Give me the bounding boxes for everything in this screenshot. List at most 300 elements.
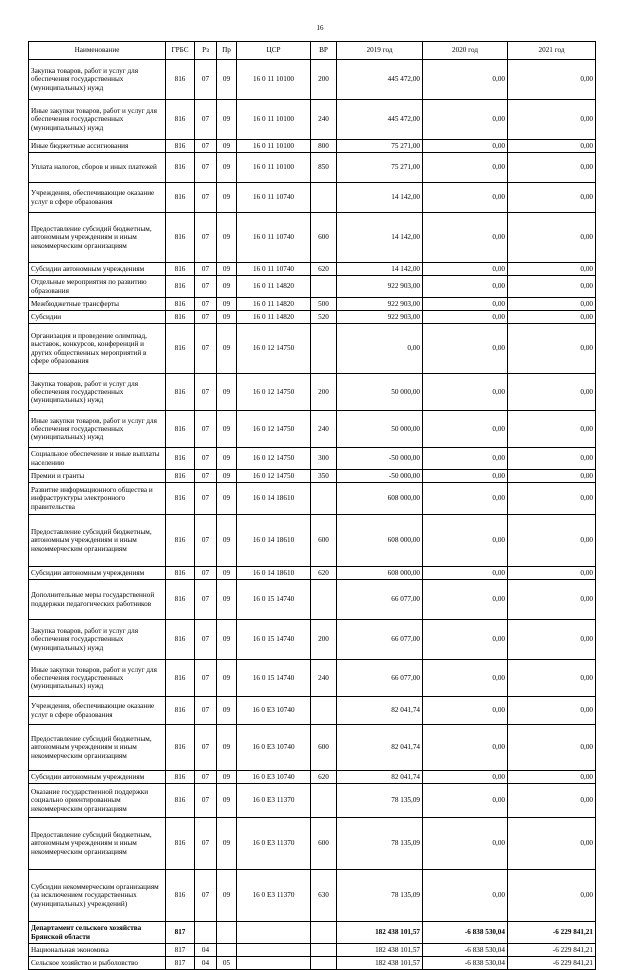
row-rz-cell [195,922,217,944]
table-row [29,818,596,870]
row-2020-cell: 0,00 [423,515,508,567]
header-vr: ВР [311,42,337,60]
row-csr-cell: 16 0 11 14820 [237,276,311,298]
row-vr-cell: 500 [311,298,337,311]
row-2020-cell: 0,00 [423,213,508,263]
row-name-cell: Отдельные мероприятия по развитию образования [29,276,166,298]
row-rz-cell: 04 [195,957,217,970]
row-name-cell: Иные бюджетные ассигнования [29,140,166,153]
row-grbs-cell: 816 [166,580,195,620]
row-pr-cell: 09 [217,784,237,818]
row-pr-cell: 09 [217,213,237,263]
row-pr-cell: 09 [217,374,237,411]
row-2021-cell: 0,00 [508,183,596,213]
row-pr-cell: 09 [217,515,237,567]
row-pr-cell: 09 [217,298,237,311]
table-row [29,470,596,483]
row-csr-cell: 16 0 11 10100 [237,140,311,153]
row-2021-cell: 0,00 [508,515,596,567]
row-2020-cell: 0,00 [423,411,508,448]
row-name-cell: Иные закупки товаров, работ и услуг для обеспечения государственных (муниципальных) нужд [29,100,166,140]
row-csr-cell: 16 0 12 14750 [237,470,311,483]
row-2020-cell: -6 838 530,04 [423,957,508,970]
row-2019-cell: 922 903,00 [337,311,423,324]
row-2021-cell: 0,00 [508,483,596,515]
row-vr-cell [311,784,337,818]
table-row [29,324,596,374]
row-name-cell: Субсидии автономным учреждениям [29,567,166,580]
table-row [29,784,596,818]
row-grbs-cell: 816 [166,100,195,140]
row-name-cell: Субсидии [29,311,166,324]
row-2019-cell: 608 000,00 [337,515,423,567]
row-2020-cell: 0,00 [423,725,508,771]
row-pr-cell: 09 [217,153,237,183]
row-vr-cell: 620 [311,567,337,580]
row-2021-cell: 0,00 [508,213,596,263]
row-2020-cell: 0,00 [423,470,508,483]
row-2021-cell: 0,00 [508,448,596,470]
row-2021-cell: 0,00 [508,567,596,580]
row-name-cell: Закупка товаров, работ и услуг для обеспечения государственных (муниципальных) нужд [29,374,166,411]
row-2019-cell: 445 472,00 [337,100,423,140]
row-name-cell: Социальное обеспечение и иные выплаты населению [29,448,166,470]
row-2021-cell: 0,00 [508,374,596,411]
table-row [29,944,596,957]
row-name-cell: Предоставление субсидий бюджетным, автономным учреждениям и иным некоммерческим организациям [29,213,166,263]
row-rz-cell: 07 [195,660,217,697]
header-rz: Рз [195,42,217,60]
row-vr-cell: 200 [311,374,337,411]
row-grbs-cell: 816 [166,725,195,771]
table-row [29,515,596,567]
row-csr-cell: 16 0 11 10740 [237,183,311,213]
row-2019-cell: 182 438 101,57 [337,957,423,970]
row-pr-cell: 09 [217,411,237,448]
row-rz-cell: 07 [195,771,217,784]
row-2019-cell: 66 077,00 [337,620,423,660]
row-vr-cell [311,183,337,213]
row-vr-cell [311,324,337,374]
row-name-cell: Учреждения, обеспечивающие оказание услуг в сфере образования [29,697,166,725]
row-rz-cell: 07 [195,870,217,922]
row-vr-cell: 620 [311,263,337,276]
row-2020-cell: 0,00 [423,263,508,276]
row-vr-cell [311,922,337,944]
row-2019-cell: -50 000,00 [337,470,423,483]
header-name: Наименование [29,42,166,60]
row-2020-cell: 0,00 [423,276,508,298]
row-2019-cell: -50 000,00 [337,448,423,470]
row-name-cell: Оказание государственной поддержки социально ориентированным некоммерческим организациям [29,784,166,818]
table-row [29,580,596,620]
row-2021-cell: 0,00 [508,153,596,183]
row-csr-cell: 16 0 11 10740 [237,263,311,276]
header-2020: 2020 год [423,42,508,60]
row-rz-cell: 07 [195,298,217,311]
row-csr-cell: 16 0 15 14740 [237,620,311,660]
row-2020-cell: 0,00 [423,324,508,374]
row-grbs-cell: 816 [166,771,195,784]
row-pr-cell [217,944,237,957]
row-grbs-cell: 816 [166,448,195,470]
row-2021-cell: 0,00 [508,298,596,311]
row-name-cell: Премии и гранты [29,470,166,483]
row-vr-cell [311,483,337,515]
table-row [29,448,596,470]
row-pr-cell: 09 [217,60,237,100]
row-grbs-cell: 817 [166,957,195,970]
row-grbs-cell: 816 [166,483,195,515]
row-2020-cell: 0,00 [423,153,508,183]
row-vr-cell: 240 [311,411,337,448]
row-2019-cell: 50 000,00 [337,411,423,448]
row-2019-cell: 66 077,00 [337,660,423,697]
row-2021-cell: 0,00 [508,771,596,784]
row-pr-cell: 09 [217,870,237,922]
row-vr-cell: 300 [311,448,337,470]
row-name-cell: Предоставление субсидий бюджетным, автономным учреждениям и иным некоммерческим организациям [29,725,166,771]
row-pr-cell: 09 [217,470,237,483]
row-2019-cell: 922 903,00 [337,298,423,311]
row-pr-cell: 09 [217,311,237,324]
row-pr-cell: 09 [217,771,237,784]
row-2021-cell: 0,00 [508,140,596,153]
row-2021-cell: 0,00 [508,263,596,276]
row-grbs-cell: 816 [166,324,195,374]
row-rz-cell: 07 [195,515,217,567]
row-name-cell: Развитие информационного общества и инфраструктуры электронного правительства [29,483,166,515]
row-grbs-cell: 816 [166,620,195,660]
row-csr-cell: 16 0 14 18610 [237,483,311,515]
row-grbs-cell: 816 [166,870,195,922]
table-row [29,771,596,784]
table-row [29,153,596,183]
row-csr-cell: 16 0 E3 11370 [237,784,311,818]
row-name-cell: Закупка товаров, работ и услуг для обеспечения государственных (муниципальных) нужд [29,620,166,660]
row-grbs-cell: 816 [166,818,195,870]
row-name-cell: Закупка товаров, работ и услуг для обеспечения государственных (муниципальных) нужд [29,60,166,100]
row-csr-cell: 16 0 11 14820 [237,298,311,311]
row-name-cell: Дополнительные меры государственной поддержки педагогических работников [29,580,166,620]
row-csr-cell [237,944,311,957]
row-csr-cell: 16 0 11 10740 [237,213,311,263]
row-2021-cell: -6 229 841,21 [508,922,596,944]
row-rz-cell: 07 [195,818,217,870]
row-pr-cell: 09 [217,818,237,870]
row-vr-cell [311,580,337,620]
row-pr-cell: 09 [217,448,237,470]
row-grbs-cell: 816 [166,784,195,818]
row-grbs-cell: 816 [166,60,195,100]
row-grbs-cell: 816 [166,374,195,411]
row-csr-cell: 16 0 E3 10740 [237,771,311,784]
row-pr-cell: 09 [217,324,237,374]
row-2021-cell: 0,00 [508,276,596,298]
row-rz-cell: 07 [195,100,217,140]
row-vr-cell: 600 [311,725,337,771]
row-csr-cell: 16 0 11 14820 [237,311,311,324]
row-vr-cell: 600 [311,818,337,870]
row-vr-cell: 800 [311,140,337,153]
table-row [29,276,596,298]
row-2020-cell: 0,00 [423,567,508,580]
row-2021-cell: 0,00 [508,784,596,818]
header-2019: 2019 год [337,42,423,60]
row-name-cell: Предоставление субсидий бюджетным, автономным учреждениям и иным некоммерческим организациям [29,515,166,567]
row-grbs-cell: 817 [166,922,195,944]
row-2020-cell: 0,00 [423,448,508,470]
row-2019-cell: 78 135,09 [337,870,423,922]
row-2021-cell: 0,00 [508,660,596,697]
row-rz-cell: 07 [195,213,217,263]
row-vr-cell: 600 [311,213,337,263]
row-rz-cell: 07 [195,470,217,483]
table-row [29,213,596,263]
row-2019-cell: 82 041,74 [337,697,423,725]
header-pr: Пр [217,42,237,60]
row-vr-cell: 200 [311,60,337,100]
row-vr-cell: 600 [311,515,337,567]
row-2021-cell: 0,00 [508,470,596,483]
row-2020-cell: 0,00 [423,311,508,324]
row-csr-cell: 16 0 12 14750 [237,324,311,374]
row-2019-cell: 78 135,09 [337,784,423,818]
row-2019-cell: 66 077,00 [337,580,423,620]
row-grbs-cell: 817 [166,944,195,957]
row-rz-cell: 04 [195,944,217,957]
row-name-cell: Иные закупки товаров, работ и услуг для обеспечения государственных (муниципальных) нужд [29,411,166,448]
row-pr-cell: 09 [217,483,237,515]
row-2019-cell: 182 438 101,57 [337,944,423,957]
table-row [29,60,596,100]
row-2021-cell: 0,00 [508,697,596,725]
row-vr-cell: 240 [311,660,337,697]
row-vr-cell [311,957,337,970]
row-2019-cell: 14 142,00 [337,183,423,213]
table-row [29,567,596,580]
row-2019-cell: 75 271,00 [337,153,423,183]
row-pr-cell: 09 [217,580,237,620]
row-grbs-cell: 816 [166,660,195,697]
row-name-cell: Организация и проведение олимпиад, выставок, конкурсов, конференций и других общественных мероприятий в сфере образования [29,324,166,374]
row-2019-cell: 0,00 [337,324,423,374]
row-2021-cell: 0,00 [508,324,596,374]
row-grbs-cell: 816 [166,298,195,311]
row-vr-cell: 350 [311,470,337,483]
row-2021-cell: 0,00 [508,620,596,660]
row-2020-cell: 0,00 [423,620,508,660]
row-2021-cell: 0,00 [508,725,596,771]
row-grbs-cell: 816 [166,213,195,263]
row-grbs-cell: 816 [166,567,195,580]
row-2021-cell: 0,00 [508,100,596,140]
row-rz-cell: 07 [195,263,217,276]
row-2019-cell: 922 903,00 [337,276,423,298]
row-pr-cell: 09 [217,276,237,298]
row-pr-cell: 09 [217,263,237,276]
row-csr-cell: 16 0 15 14740 [237,660,311,697]
row-name-cell: Уплата налогов, сборов и иных платежей [29,153,166,183]
row-name-cell: Учреждения, обеспечивающие оказание услуг в сфере образования [29,183,166,213]
row-2020-cell: 0,00 [423,818,508,870]
table-header-row [29,42,596,60]
row-csr-cell: 16 0 E3 10740 [237,697,311,725]
table-row [29,374,596,411]
row-rz-cell: 07 [195,697,217,725]
table-body [29,60,596,970]
row-csr-cell: 16 0 11 10100 [237,60,311,100]
header-2021: 2021 год [508,42,596,60]
row-csr-cell: 16 0 E3 11370 [237,818,311,870]
row-2019-cell: 445 472,00 [337,60,423,100]
table-row [29,263,596,276]
table-row [29,100,596,140]
budget-table [28,41,596,970]
row-2020-cell: 0,00 [423,697,508,725]
table-row [29,311,596,324]
row-rz-cell: 07 [195,183,217,213]
row-rz-cell: 07 [195,725,217,771]
table-row [29,298,596,311]
row-2021-cell: 0,00 [508,60,596,100]
row-rz-cell: 07 [195,567,217,580]
row-2019-cell: 50 000,00 [337,374,423,411]
row-grbs-cell: 816 [166,697,195,725]
row-rz-cell: 07 [195,620,217,660]
row-2021-cell: 0,00 [508,580,596,620]
row-vr-cell: 620 [311,771,337,784]
row-name-cell: Национальная экономика [29,944,166,957]
row-2021-cell: 0,00 [508,411,596,448]
row-rz-cell: 07 [195,60,217,100]
row-2020-cell: 0,00 [423,60,508,100]
row-pr-cell: 09 [217,140,237,153]
row-rz-cell: 07 [195,448,217,470]
header-grbs: ГРБС [166,42,195,60]
row-csr-cell: 16 0 12 14750 [237,411,311,448]
row-pr-cell: 09 [217,567,237,580]
header-csr: ЦСР [237,42,311,60]
table-row [29,957,596,970]
row-name-cell: Сельское хозяйство и рыболовство [29,957,166,970]
table-row [29,140,596,153]
row-rz-cell: 07 [195,580,217,620]
row-grbs-cell: 816 [166,311,195,324]
table-row [29,725,596,771]
row-2019-cell: 14 142,00 [337,213,423,263]
row-csr-cell [237,957,311,970]
page-number: 16 [316,24,324,32]
row-grbs-cell: 816 [166,515,195,567]
row-csr-cell: 16 0 11 10100 [237,100,311,140]
row-grbs-cell: 816 [166,153,195,183]
row-csr-cell: 16 0 14 18610 [237,515,311,567]
row-name-cell: Субсидии автономным учреждениям [29,771,166,784]
row-pr-cell: 09 [217,697,237,725]
row-csr-cell: 16 0 12 14750 [237,448,311,470]
row-vr-cell: 850 [311,153,337,183]
row-pr-cell: 09 [217,183,237,213]
row-2019-cell: 608 000,00 [337,483,423,515]
row-2020-cell: 0,00 [423,483,508,515]
row-2021-cell: 0,00 [508,870,596,922]
row-pr-cell: 05 [217,957,237,970]
row-2019-cell: 608 000,00 [337,567,423,580]
row-vr-cell: 520 [311,311,337,324]
row-2020-cell: 0,00 [423,298,508,311]
row-vr-cell: 200 [311,620,337,660]
row-2019-cell: 14 142,00 [337,263,423,276]
row-2020-cell: 0,00 [423,140,508,153]
row-name-cell: Департамент сельского хозяйства Брянской области [29,922,166,944]
row-2019-cell: 82 041,74 [337,771,423,784]
table-row [29,183,596,213]
row-2019-cell: 82 041,74 [337,725,423,771]
row-grbs-cell: 816 [166,470,195,483]
row-2021-cell: -6 229 841,21 [508,944,596,957]
row-vr-cell [311,697,337,725]
row-2020-cell: 0,00 [423,100,508,140]
row-rz-cell: 07 [195,140,217,153]
row-vr-cell: 240 [311,100,337,140]
row-grbs-cell: 816 [166,183,195,213]
row-name-cell: Субсидии автономным учреждениям [29,263,166,276]
row-2020-cell: 0,00 [423,771,508,784]
table-row [29,660,596,697]
row-grbs-cell: 816 [166,140,195,153]
row-2021-cell: 0,00 [508,311,596,324]
table-row [29,870,596,922]
table-row [29,411,596,448]
row-grbs-cell: 816 [166,263,195,276]
row-pr-cell [217,922,237,944]
row-rz-cell: 07 [195,483,217,515]
table-row [29,620,596,660]
row-2020-cell: 0,00 [423,784,508,818]
table-row [29,697,596,725]
row-vr-cell: 630 [311,870,337,922]
row-2020-cell: 0,00 [423,660,508,697]
row-rz-cell: 07 [195,311,217,324]
row-grbs-cell: 816 [166,411,195,448]
row-name-cell: Предоставление субсидий бюджетным, автономным учреждениям и иным некоммерческим организациям [29,818,166,870]
row-pr-cell: 09 [217,725,237,771]
row-rz-cell: 07 [195,153,217,183]
row-2019-cell: 182 438 101,57 [337,922,423,944]
row-2020-cell: -6 838 530,04 [423,922,508,944]
row-2019-cell: 78 135,09 [337,818,423,870]
row-pr-cell: 09 [217,660,237,697]
row-2021-cell: 0,00 [508,818,596,870]
row-pr-cell: 09 [217,620,237,660]
row-rz-cell: 07 [195,784,217,818]
row-pr-cell: 09 [217,100,237,140]
row-csr-cell: 16 0 E3 10740 [237,725,311,771]
row-csr-cell: 16 0 12 14750 [237,374,311,411]
row-csr-cell: 16 0 15 14740 [237,580,311,620]
row-rz-cell: 07 [195,324,217,374]
row-rz-cell: 07 [195,276,217,298]
row-name-cell: Субсидии некоммерческим организациям (за исключением государственных (муниципальных) учреждений) [29,870,166,922]
table-row [29,922,596,944]
row-csr-cell: 16 0 11 10100 [237,153,311,183]
row-vr-cell [311,276,337,298]
row-name-cell: Межбюджетные трансферты [29,298,166,311]
row-2020-cell: 0,00 [423,183,508,213]
row-2020-cell: 0,00 [423,870,508,922]
row-csr-cell: 16 0 14 18610 [237,567,311,580]
